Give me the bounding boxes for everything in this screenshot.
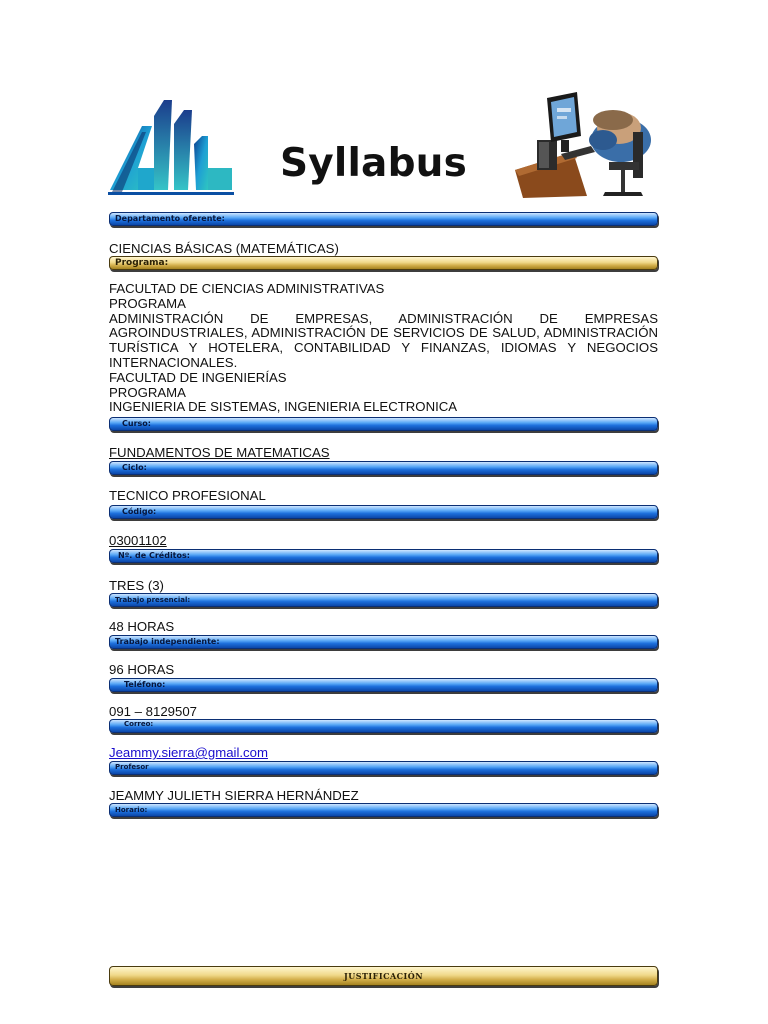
section-label-correo: Correo: [124, 720, 154, 728]
section-label-horario: Horario: [115, 806, 148, 814]
section-bar-departamento [109, 212, 658, 226]
section-label-profesor: Profesor [115, 763, 149, 771]
section-label-trabajo-independiente: Trabajo independiente: [115, 637, 220, 646]
programa-line: PROGRAMA [109, 384, 186, 400]
programa-line: FACULTAD DE CIENCIAS ADMINISTRATIVAS [109, 281, 385, 296]
programa-line: PROGRAMA [109, 295, 186, 311]
section-label-curso: Curso: [122, 419, 151, 428]
university-logo [108, 96, 236, 200]
section-bar-profesor [109, 761, 658, 775]
codigo-value: 03001102 [109, 533, 167, 548]
section-bar-codigo [109, 505, 658, 519]
section-label-justificacion: JUSTIFICACIÓN [343, 971, 424, 981]
section-label-creditos: Nº. de Créditos: [118, 551, 190, 560]
profesor-value: JEAMMY JULIETH SIERRA HERNÁNDEZ [109, 788, 359, 803]
section-label-ciclo: Ciclo: [122, 463, 147, 472]
section-bar-correo [109, 719, 658, 733]
curso-value: FUNDAMENTOS DE MATEMATICAS [109, 445, 330, 460]
ciclo-value: TECNICO PROFESIONAL [109, 488, 266, 503]
section-label-telefono: Teléfono: [124, 680, 166, 689]
section-bar-justificacion [109, 966, 658, 986]
section-label-trabajo-presencial: Trabajo presencial: [115, 596, 191, 604]
person-at-computer-illustration [513, 92, 659, 198]
section-bar-programa [109, 256, 658, 270]
programa-block [109, 282, 658, 415]
section-label-codigo: Código: [122, 507, 157, 516]
section-bar-telefono [109, 678, 658, 692]
section-bar-trabajo-presencial [109, 593, 658, 607]
programa-line: FACULTAD DE INGENIERÍAS [109, 369, 287, 385]
correo-link[interactable]: Jeammy.sierra@gmail.com [109, 745, 268, 760]
departamento-value: CIENCIAS BÁSICAS (MATEMÁTICAS) [109, 241, 339, 256]
telefono-value: 091 – 8129507 [109, 704, 198, 719]
page-title: Syllabus [280, 141, 468, 186]
section-label-programa: Programa: [115, 258, 169, 268]
programa-list: ADMINISTRACIÓN DE EMPRESAS, ADMINISTRACIÓN DE EMPRESAS AGROINDUSTRIALES, ADMINISTRACIÓN DE SERVICIOS DE SALUD, ADMINISTRACIÓN TURÍSTICA Y HOTELERA, CONTABILIDAD Y FINANZAS, IDIOMAS Y NEGOCIOS INTERNACIONALES. [109, 310, 658, 370]
creditos-value: TRES (3) [109, 578, 164, 593]
trabajo-independiente-value: 96 HORAS [109, 662, 175, 677]
programa-line: INGENIERIA DE SISTEMAS, INGENIERIA ELECTRONICA [109, 399, 458, 415]
section-bar-trabajo-independiente [109, 635, 658, 649]
section-bar-creditos [109, 549, 658, 563]
trabajo-presencial-value: 48 HORAS [109, 619, 175, 634]
section-bar-curso [109, 417, 658, 431]
section-bar-ciclo [109, 461, 658, 475]
section-label-departamento: Departamento oferente: [115, 214, 225, 223]
section-bar-horario [109, 803, 658, 817]
